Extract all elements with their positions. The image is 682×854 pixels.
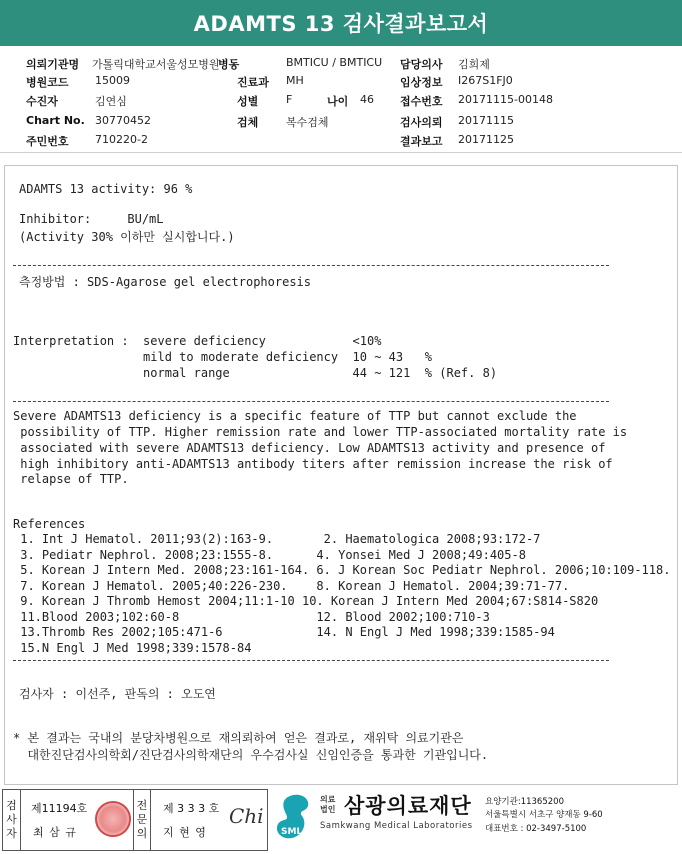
method-line: 측정방법 : SDS-Agarose gel electrophoresis <box>19 275 312 289</box>
hospital-code-label: 병원코드 <box>26 76 69 89</box>
examiner-vertical-label: 검 사 자 <box>3 790 21 850</box>
department-value: MH <box>286 74 304 87</box>
age-value: 46 <box>360 93 374 106</box>
specialist-vertical-label: 전 문 의 <box>133 790 151 850</box>
requesting-institution-label: 의뢰기관명 <box>26 58 80 71</box>
report-date-label: 결과보고 <box>400 135 443 148</box>
reference-line-4: 7. Korean J Hematol. 2005;40:226-230. 8. Korean J Hematol. 2004;39:71-77. <box>13 579 570 593</box>
interpretation-line-3: normal range 44 ~ 121 % (Ref. 8) <box>13 366 498 380</box>
receipt-no-label: 접수번호 <box>400 95 443 108</box>
clinical-info-label: 임상정보 <box>400 76 443 89</box>
interpretation-line-2: mild to moderate deficiency 10 ~ 43 % <box>13 350 433 364</box>
requesting-institution-value: 가톨릭대학교서울성모병원 <box>92 58 220 71</box>
specialist-name: 지 현 영 <box>163 826 207 839</box>
chart-no-value: 30770452 <box>95 114 151 127</box>
summary-line-5: relapse of TTP. <box>13 472 129 486</box>
report-date-value: 20171125 <box>458 133 514 146</box>
reference-line-7: 13.Thromb Res 2002;105:471-6 14. N Engl J Med 1998;339:1585-94 <box>13 625 555 639</box>
patient-value: 김연심 <box>95 95 127 108</box>
examiner-seal-icon <box>95 801 131 837</box>
specimen-value: 복수검체 <box>286 116 329 129</box>
ward-label: 병동 <box>218 58 240 71</box>
activity-result: ADAMTS 13 activity: 96 % <box>19 182 193 196</box>
physician-value: 김희제 <box>458 58 490 71</box>
patient-label: 수진자 <box>26 95 58 108</box>
examiner-license: 제11194호 <box>31 802 88 815</box>
info-row-5 <box>0 131 682 149</box>
examiner-name: 최 삼 규 <box>33 826 77 839</box>
reference-line-3: 5. Korean J Intern Med. 2008;23:161-164. 6. J Korean Soc Pediatr Nephrol. 2006;10:109-118. <box>13 563 671 577</box>
reference-line-2: 3. Pediatr Nephrol. 2008;23:1555-8. 4. Yonsei Med J 2008;49:405-8 <box>13 548 526 562</box>
company-name: 삼광의료재단 <box>344 794 472 818</box>
divider-3 <box>13 660 609 661</box>
info-row-1 <box>0 54 682 72</box>
physician-label: 담당의사 <box>400 58 443 71</box>
info-row-3 <box>0 91 682 109</box>
references-title: References <box>13 517 86 531</box>
reference-line-1: 1. Int J Hematol. 2011;93(2):163-9. 2. Haematologica 2008;93:172-7 <box>13 532 541 546</box>
divider-2 <box>13 401 609 402</box>
sml-logo-text: SML <box>281 827 303 837</box>
company-english-name: Samkwang Medical Laboratories <box>320 821 473 831</box>
request-date-value: 20171115 <box>458 114 514 127</box>
certification-line-2: 대한진단검사의학회/진단검사의학재단의 우수검사실 신임인증을 통과한 기관입니다. <box>13 748 489 762</box>
clinical-info-value: I267S1FJ0 <box>458 74 513 87</box>
summary-line-3: associated with severe ADAMTS13 deficiency. Low ADAMTS13 activity and presence of <box>13 441 606 455</box>
patient-info-grid <box>0 49 682 153</box>
interpretation-line-1: Interpretation : severe deficiency <10% <box>13 334 382 348</box>
receipt-no-value: 20171115-00148 <box>458 93 553 106</box>
ward-value: BMTICU / BMTICU <box>286 56 383 69</box>
institution-number: 요양기관:11365200 <box>485 797 564 807</box>
report-title-bar <box>0 0 682 46</box>
inhibitor-result: Inhibitor: BU/mL <box>19 212 164 226</box>
specialist-signature: Chi <box>229 804 264 828</box>
corp-small-label: 의료 법인 <box>320 795 336 814</box>
chart-no-label: Chart No. <box>26 114 85 127</box>
reference-line-8: 15.N Engl J Med 1998;339:1578-84 <box>13 641 252 655</box>
info-row-2 <box>0 72 682 90</box>
sml-logo-icon <box>272 792 316 842</box>
inhibitor-note: (Activity 30% 이하만 실시합니다.) <box>19 230 235 244</box>
sex-value: F <box>286 93 293 106</box>
report-body <box>4 165 678 785</box>
resident-no-value: 710220-2 <box>95 133 148 146</box>
summary-line-1: Severe ADAMTS13 deficiency is a specific feature of TTP but cannot exclude the <box>13 409 577 423</box>
sex-label: 성별 <box>237 95 259 108</box>
department-label: 진료과 <box>237 76 269 89</box>
company-phone: 대표번호 : 02-3497-5100 <box>485 824 587 834</box>
summary-line-4: high inhibitory anti-ADAMTS13 antibody titers after remission increase the risk of <box>13 457 613 471</box>
company-address: 서울특별시 서초구 양재동 9-60 <box>485 810 603 820</box>
divider-1 <box>13 265 609 266</box>
info-row-4 <box>0 112 682 130</box>
age-label: 나이 <box>327 95 349 108</box>
reference-line-6: 11.Blood 2003;102:60-8 12. Blood 2002;100:710-3 <box>13 610 490 624</box>
signature-box <box>2 789 268 851</box>
request-date-label: 검사의뢰 <box>400 116 443 129</box>
hospital-code-value: 15009 <box>95 74 130 87</box>
report-title: ADAMTS 13 검사결과보고서 <box>193 12 489 36</box>
report-footer <box>0 788 682 854</box>
reference-line-5: 9. Korean J Thromb Hemost 2004;11:1-10 10. Korean J Intern Med 2004;67:S814-S820 <box>13 594 599 608</box>
specialist-license: 제 3 3 3 호 <box>163 802 220 815</box>
certification-line-1: * 본 결과는 국내의 분당차병원으로 재의뢰하여 얻은 결과로, 재위탁 의료기관은 <box>13 731 464 745</box>
resident-no-label: 주민번호 <box>26 135 69 148</box>
summary-line-2: possibility of TTP. Higher remission rate and lower TTP-associated mortality rate is <box>13 425 628 439</box>
specimen-label: 검체 <box>237 116 259 129</box>
examiner-line: 검사자 : 이선주, 판독의 : 오도연 <box>19 687 216 701</box>
